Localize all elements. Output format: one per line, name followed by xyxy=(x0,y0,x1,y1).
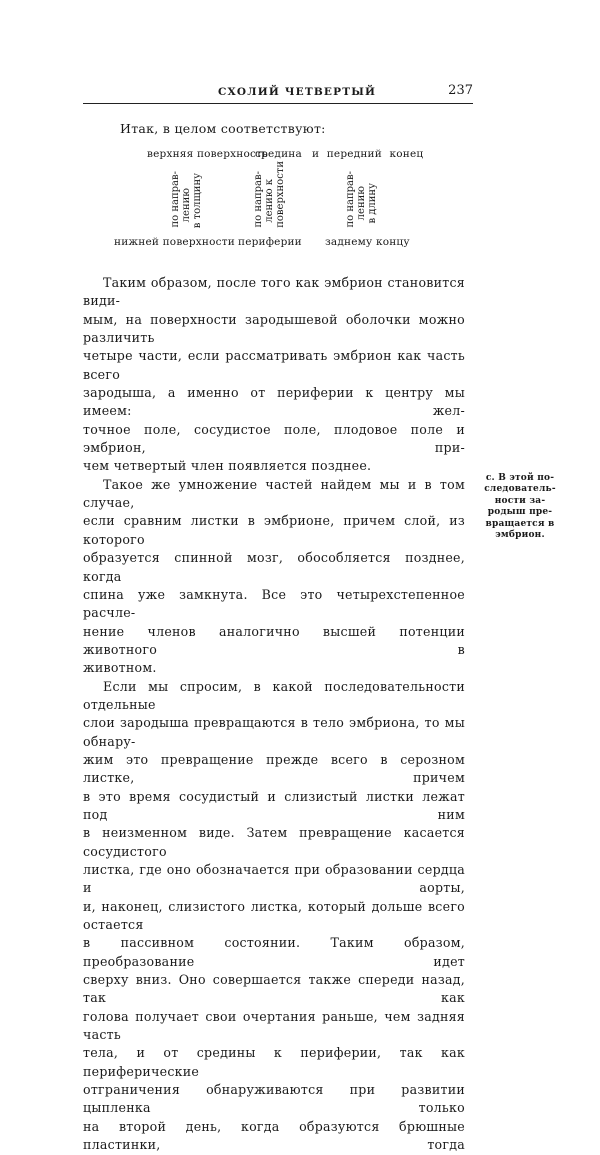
diagram-column-thickness xyxy=(170,168,203,228)
diagram-column-line: по направ- xyxy=(253,171,264,228)
paragraph-2 xyxy=(83,476,465,678)
text-line: спина уже замкнута. Все это четырехстепенное расчле- xyxy=(83,586,465,621)
margin-note-line: ности за- xyxy=(494,495,546,506)
text-line: и, наконец, слизистого листка, который дольше всего остается xyxy=(83,898,465,933)
text-line: чем четвертый член появляется позднее. xyxy=(83,458,372,474)
margin-note xyxy=(470,473,570,541)
text-line: сверху вниз. Оно совершается также спереди назад, так как xyxy=(83,972,465,1006)
text-line: точное поле, сосудистое поле, плодовое поле и эмбрион, при- xyxy=(83,421,465,456)
paragraph-1 xyxy=(83,274,465,476)
diagram-column-line: поверхности xyxy=(275,161,286,228)
text-line: если сравним листки в эмбрионе, причем слой, из которого xyxy=(83,513,465,547)
page-number: 237 xyxy=(448,83,473,98)
diagram-column-line: лению к xyxy=(264,179,275,223)
running-head xyxy=(83,83,473,102)
diagram-column-surface xyxy=(253,161,286,228)
diagram-column-line: в длину xyxy=(367,183,378,224)
text-line: животном. xyxy=(83,660,157,676)
text-line: нение членов аналогично высшей потенции животного в xyxy=(83,623,465,657)
paragraph-3 xyxy=(83,678,465,1155)
margin-note-line: c. В этой по- xyxy=(485,473,555,483)
diagram-top-middle: средина xyxy=(255,148,302,160)
diagram-column-line: в толщину xyxy=(192,172,203,228)
text-line: мым, на поверхности зародышевой оболочки можно различить xyxy=(83,311,465,346)
body-text xyxy=(83,274,465,1155)
diagram-bottom-middle: периферии xyxy=(238,236,302,248)
text-line: тела, и от средины к периферии, так как периферические xyxy=(83,1045,465,1079)
text-line: голова получает свои очертания раньше, чем задняя часть xyxy=(83,1008,465,1043)
diagram-column-line: лению xyxy=(356,185,367,220)
text-line: листка, где оно обозначается при образовании сердца и аорты, xyxy=(83,862,465,896)
margin-note-line: эмбрион. xyxy=(495,530,545,541)
text-line: образуется спинной мозг, обособляется позднее, когда xyxy=(83,550,465,584)
text-line: в неизменном виде. Затем превращение касается сосудистого xyxy=(83,825,465,859)
intro-line: Итак, в целом соответствуют: xyxy=(120,121,326,136)
text-line: в это время сосудистый и слизистый листки лежат под ним xyxy=(83,788,465,822)
running-title: СХОЛИЙ ЧЕТВЕРТЫЙ xyxy=(218,86,377,98)
margin-note-line: вращается в xyxy=(485,518,555,529)
text-line: Таким образом, после того как эмбрион становится види- xyxy=(83,275,465,309)
text-line: Такое же умножение частей найдем мы и в том случае, xyxy=(83,476,465,511)
text-line: отграничения обнаруживаются при развитии цыпленка только xyxy=(83,1082,465,1116)
text-line: Если мы спросим, в какой последовательности отдельные xyxy=(83,678,465,712)
margin-note-line: следователь- xyxy=(484,484,556,495)
text-line: четыре части, если рассматривать эмбрион как часть всего xyxy=(83,348,465,382)
text-line: на второй день, когда образуются брюшные пластинки, тогда xyxy=(83,1118,465,1153)
header-rule xyxy=(83,103,473,104)
diagram-column-line: по направ- xyxy=(170,171,181,228)
diagram-column-line: лению xyxy=(181,187,192,222)
diagram-top-right: и передний конец xyxy=(312,148,424,160)
text-line: зародыша, а именно от периферии к центру мы имеем: жел- xyxy=(83,385,465,419)
diagram-bottom-left: нижней поверхности xyxy=(114,236,235,248)
text-line: в пассивном состоянии. Таким образом, преобразование идет xyxy=(83,935,465,969)
text-line: жим это превращение прежде всего в серозном листке, причем xyxy=(83,751,465,786)
diagram-bottom-right: заднему концу xyxy=(325,236,410,248)
text-line: слои зародыша превращаются в тело эмбриона, то мы обнару- xyxy=(83,715,465,749)
diagram-top-left: верхняя поверхность xyxy=(147,148,268,160)
diagram-column-length xyxy=(345,168,378,228)
diagram-column-line: по направ- xyxy=(345,171,356,228)
margin-note-line: родыш пре- xyxy=(487,507,553,518)
